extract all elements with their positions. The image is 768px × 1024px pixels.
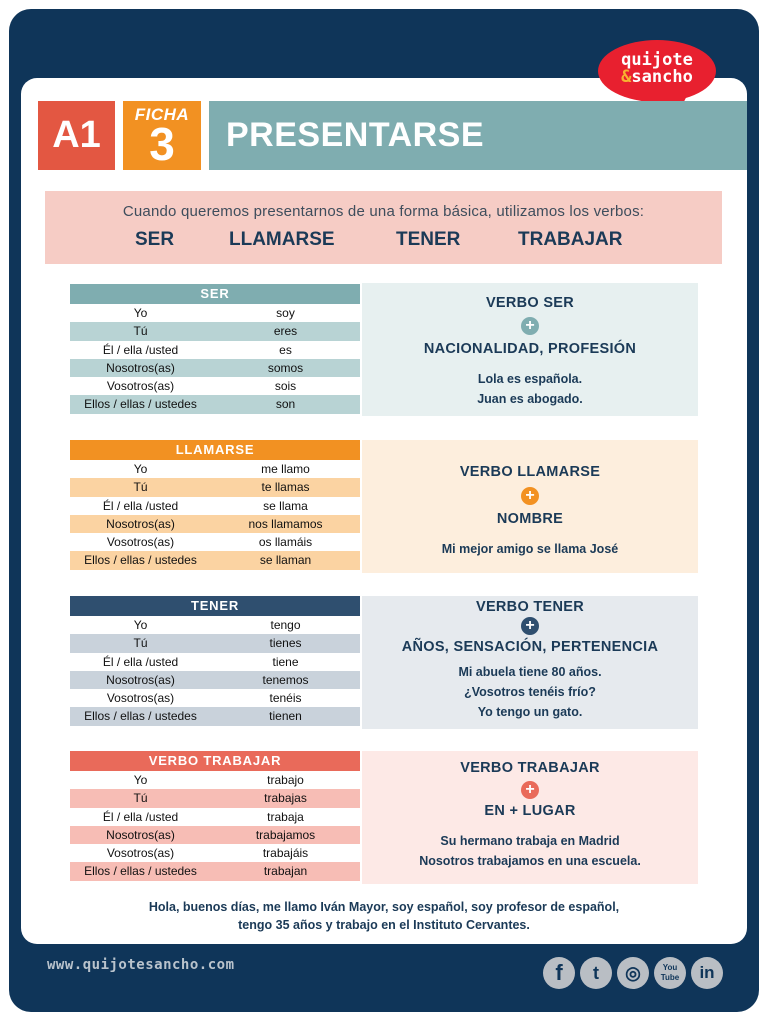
usage-box-ser: [362, 283, 698, 416]
verb-form-cell: son: [275, 397, 296, 412]
table-row: [70, 634, 360, 652]
verb-form-cell: trabajamos: [255, 827, 316, 842]
table-row: [70, 551, 360, 569]
verb-form-cell: tienes: [269, 636, 302, 651]
table-row: [70, 478, 360, 496]
usage-example: Mi abuela tiene 80 años.: [458, 665, 602, 679]
table-row: [70, 826, 360, 844]
logo-text: [598, 52, 716, 86]
table-row: [70, 322, 360, 340]
verb-form-cell: me llamo: [261, 462, 310, 476]
usage-example: Yo tengo un gato.: [477, 705, 583, 719]
instagram-icon[interactable]: ◎: [617, 957, 649, 989]
intro-verb-llamarse: LLAMARSE: [229, 229, 335, 250]
usage-subtitle: NOMBRE: [496, 511, 564, 527]
usage-title: VERBO LLAMARSE: [459, 464, 601, 480]
usage-subtitle: NACIONALIDAD, PROFESIÓN: [423, 341, 637, 357]
website-link[interactable]: www.quijotesancho.com: [47, 957, 235, 973]
table-row: [70, 653, 360, 671]
verb-form-cell: tenemos: [262, 672, 309, 687]
table-row: [70, 789, 360, 807]
pronoun-cell: Vosotros(as): [106, 535, 175, 550]
usage-box-llamarse: [362, 440, 698, 573]
logo-ampersand: &: [621, 67, 632, 87]
pronoun-cell: Vosotros(as): [106, 379, 175, 394]
verb-form-cell: tiene: [272, 654, 299, 669]
verb-form-cell: soy: [276, 306, 295, 320]
verb-form-cell: trabajas: [264, 791, 307, 806]
pronoun-cell: Él / ella /usted: [102, 498, 179, 513]
pronoun-cell: Yo: [133, 462, 148, 476]
intro-panel: [45, 191, 722, 264]
logo-line-1: quijote: [621, 50, 693, 70]
verb-form-cell: trabaja: [267, 809, 304, 824]
table-header: TENER: [70, 596, 360, 616]
verb-form-cell: os llamáis: [258, 535, 313, 550]
pronoun-cell: Vosotros(as): [106, 691, 175, 706]
plus-icon: +: [521, 617, 539, 635]
logo-line-2: [598, 69, 716, 86]
verb-form-cell: tenéis: [269, 691, 302, 706]
pronoun-cell: Ellos / ellas / ustedes: [84, 553, 197, 568]
table-row: [70, 671, 360, 689]
table-row: [70, 377, 360, 395]
table-row: [70, 359, 360, 377]
table-header: LLAMARSE: [70, 440, 360, 460]
table-row: [70, 515, 360, 533]
pronoun-cell: Yo: [133, 618, 148, 632]
verb-form-cell: te llamas: [261, 480, 310, 495]
verb-form-cell: nos llamamos: [248, 516, 323, 531]
usage-example: Lola es española.: [477, 372, 583, 386]
conjugation-table-llamarse: [70, 440, 360, 570]
table-row: [70, 707, 360, 725]
intro-verb-trabajar: TRABAJAR: [518, 229, 623, 250]
usage-title: VERBO TRABAJAR: [460, 760, 600, 776]
pronoun-cell: Ellos / ellas / ustedes: [84, 864, 197, 879]
pronoun-cell: Ellos / ellas / ustedes: [84, 397, 197, 412]
ficha-label: FICHA: [134, 105, 190, 124]
pronoun-cell: Tú: [133, 324, 148, 339]
pronoun-cell: Tú: [133, 480, 148, 495]
level-badge: A1: [38, 101, 115, 170]
pronoun-cell: Tú: [133, 791, 148, 806]
intro-text: Cuando queremos presentarnos de una forma básica, utilizamos los verbos:: [122, 203, 645, 220]
plus-icon: +: [521, 781, 539, 799]
example-line-2: tengo 35 años y trabajo en el Instituto Cervantes.: [238, 918, 530, 932]
table-header: SER: [70, 284, 360, 304]
logo-line-2-text: sancho: [631, 67, 693, 87]
quijote-sancho-logo: [598, 40, 716, 110]
table-row: [70, 497, 360, 515]
table-row: [70, 341, 360, 359]
verb-form-cell: sois: [274, 379, 297, 394]
page-title: PRESENTARSE: [209, 101, 747, 170]
verb-form-cell: somos: [267, 360, 304, 375]
verb-form-cell: se llaman: [259, 553, 312, 568]
table-row: [70, 533, 360, 551]
verb-form-cell: trabajo: [267, 773, 304, 787]
table-row: [70, 460, 360, 478]
twitter-icon[interactable]: t: [580, 957, 612, 989]
table-row: [70, 862, 360, 880]
table-header: VERBO TRABAJAR: [70, 751, 360, 771]
pronoun-cell: Yo: [133, 306, 148, 320]
usage-subtitle: EN + LUGAR: [484, 803, 576, 819]
usage-subtitle: AÑOS, SENSACIÓN, PERTENENCIA: [401, 639, 659, 655]
pronoun-cell: Ellos / ellas / ustedes: [84, 709, 197, 724]
intro-verb-tener: TENER: [396, 229, 461, 250]
pronoun-cell: Yo: [133, 773, 148, 787]
linkedin-icon[interactable]: in: [691, 957, 723, 989]
table-row: [70, 844, 360, 862]
facebook-icon[interactable]: f: [543, 957, 575, 989]
conjugation-table-tener: [70, 596, 360, 726]
ficha-badge: [123, 101, 201, 170]
pronoun-cell: Él / ella /usted: [102, 342, 179, 357]
verb-form-cell: tienen: [269, 709, 302, 724]
conjugation-table-trabajar: [70, 751, 360, 881]
example-line-1: Hola, buenos días, me llamo Iván Mayor, soy español, soy profesor de español,: [148, 900, 620, 914]
table-row: [70, 304, 360, 322]
table-row: [70, 616, 360, 634]
youtube-icon[interactable]: You Tube: [654, 957, 686, 989]
usage-box-trabajar: [362, 751, 698, 884]
table-row: [70, 771, 360, 789]
usage-example: Mi mejor amigo se llama José: [441, 542, 619, 556]
plus-icon: +: [521, 317, 539, 335]
table-row: [70, 395, 360, 413]
pronoun-cell: Nosotros(as): [106, 827, 175, 842]
verb-form-cell: eres: [273, 324, 298, 339]
usage-box-tener: [362, 596, 698, 729]
usage-example: Nosotros trabajamos en una escuela.: [419, 854, 641, 868]
pronoun-cell: Nosotros(as): [106, 672, 175, 687]
conjugation-table-ser: [70, 284, 360, 414]
pronoun-cell: Él / ella /usted: [102, 809, 179, 824]
verb-form-cell: tengo: [270, 618, 301, 632]
plus-icon: +: [521, 487, 539, 505]
table-row: [70, 808, 360, 826]
example-paragraph: [21, 898, 747, 934]
pronoun-cell: Vosotros(as): [106, 846, 175, 861]
verb-form-cell: es: [279, 342, 292, 357]
verb-form-cell: se llama: [263, 498, 308, 513]
usage-example: ¿Vosotros tenéis frío?: [464, 685, 596, 699]
pronoun-cell: Él / ella /usted: [102, 654, 179, 669]
ficha-number: 3: [149, 118, 175, 170]
table-row: [70, 689, 360, 707]
usage-example: Su hermano trabaja en Madrid: [440, 834, 620, 848]
verb-form-cell: trabajan: [263, 864, 308, 879]
usage-example: Juan es abogado.: [477, 392, 583, 406]
usage-title: VERBO TENER: [475, 599, 585, 615]
pronoun-cell: Nosotros(as): [106, 360, 175, 375]
pronoun-cell: Tú: [133, 636, 148, 651]
intro-verb-ser: SER: [135, 229, 175, 250]
usage-title: VERBO SER: [485, 295, 575, 311]
verb-form-cell: trabajáis: [262, 846, 309, 861]
pronoun-cell: Nosotros(as): [106, 516, 175, 531]
